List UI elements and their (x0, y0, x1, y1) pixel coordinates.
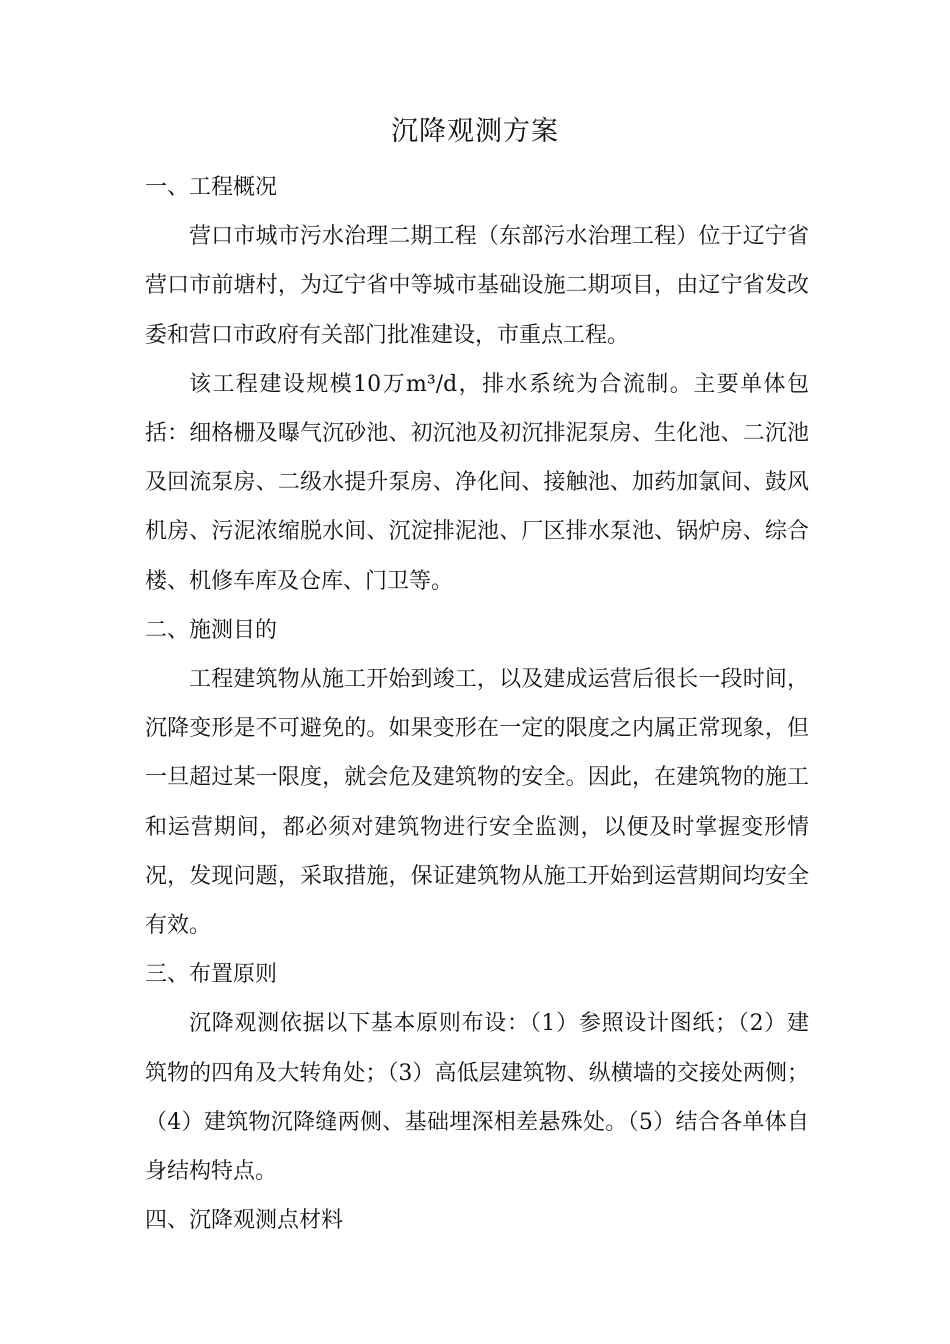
paragraph-overview-location: 营口市城市污水治理二期工程（东部污水治理工程）位于辽宁省营口市前塘村，为辽宁省中等城市基础设施二期项目，由辽宁省发改委和营口市政府有关部门批准建设，市重点工程。 (145, 224, 809, 348)
paragraph-purpose: 工程建筑物从施工开始到竣工，以及建成运营后很长一段时间，沉降变形是不可避免的。如果变形在一定的限度之内属正常现象，但一旦超过某一限度，就会危及建筑物的安全。因此，在建筑物的施工和运营期间，都必须对建筑物进行安全监测，以便及时掌握变形情况，发现问题，采取措施，保证建筑物从施工开始到运营期间均安全有效。 (145, 667, 809, 939)
paragraph-principles: 沉降观测依据以下基本原则布设：（1）参照设计图纸；（2）建筑物的四角及大转角处；（3）高低层建筑物、纵横墙的交接处两侧；（4）建筑物沉降缝两侧、基础埋深相差悬殊处。（5）结合各单体自身结构特点。 (145, 1011, 809, 1185)
section-heading-overview: 一、工程概况 (145, 175, 278, 200)
section-heading-materials: 四、沉降观测点材料 (145, 1208, 344, 1234)
document-body (145, 163, 809, 1245)
section-heading-purpose: 二、施测目的 (145, 617, 278, 643)
document-title: 沉降观测方案 (391, 116, 559, 147)
section-heading-principles: 三、布置原则 (145, 962, 278, 988)
paragraph-overview-scale: 该工程建设规模10万m³/d，排水系统为合流制。主要单体包括：细格栅及曝气沉砂池、初沉池及初沉排泥泵房、生化池、二沉池及回流泵房、二级水提升泵房、净化间、接触池、加药加氯间、鼓风机房、污泥浓缩脱水间、沉淀排泥池、厂区排水泵池、锅炉房、综合楼、机修车库及仓库、门卫等。 (145, 371, 809, 594)
